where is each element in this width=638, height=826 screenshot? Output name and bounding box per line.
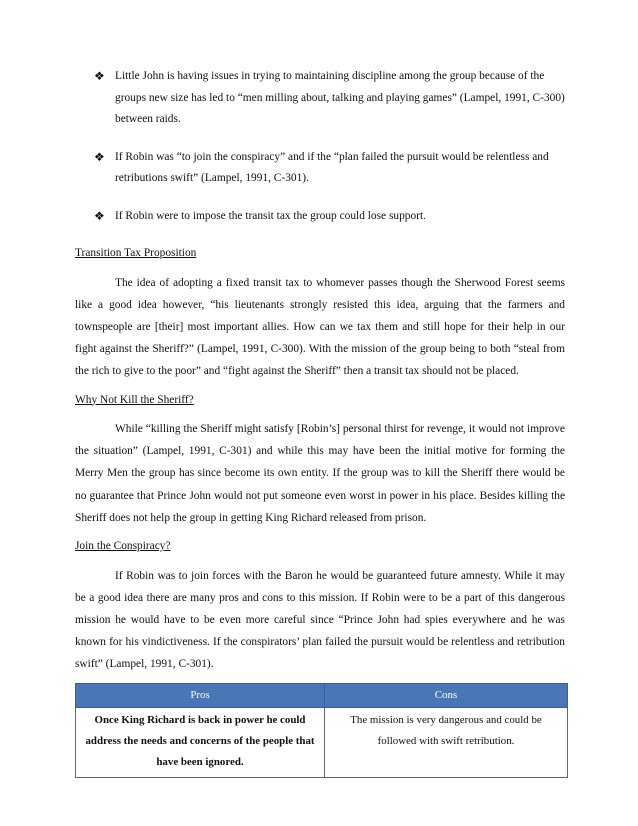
bullet-list [75,66,565,227]
pros-cell: Once King Richard is back in power he could address the needs and concerns of the people that have been ignored. [76,707,325,777]
pros-cons-table [75,683,568,778]
bullet-text: Little John is having issues in trying to maintaining discipline among the group because of the groups new size has led to “men milling about, talking and playing games” (Lampel, 1991, C-300) between raids. [115,70,565,125]
section-heading-conspiracy: Join the Conspiracy? [75,540,171,553]
table-row [76,707,568,777]
page-content [75,66,565,778]
bullet-text: If Robin was “to join the conspiracy” and if the “plan failed the pursuit would be relentless and retributions swift” (Lampel, 1991, C-301). [115,150,549,184]
diamond-bullet-icon: ❖ [94,69,105,83]
section-paragraph-conspiracy: If Robin was to join forces with the Baron he would be guaranteed future amnesty. While it may be a good idea there are many pros and cons to this mission. If Robin were to be a part of this dangerous mission he would have to be even more careful since “Prince John had spies everywhere and he was known for his vindictiveness. If the conspirators’ plan failed the pursuit would be relentless and retribution swift” (Lampel, 1991, C-301). [75,569,565,671]
section-heading-kill-sheriff: Why Not Kill the Sheriff? [75,393,194,406]
cons-header: Cons [325,683,568,707]
bullet-item [75,66,565,131]
section-paragraph-kill-sheriff: While “killing the Sheriff might satisfy [Robin’s] personal thirst for revenge, it would not improve the situation” (Lampel, 1991, C-301) and while this may have been the initial motive for forming the Merry Men the group has since become its own entity. If the group was to kill the Sheriff there would be no guarantee that Prince John would not put someone even worst in power in his place. Besides killing the Sheriff does not help the group in getting King Richard released from prison. [75,423,565,524]
section-paragraph-transition-tax: The idea of adopting a fixed transit tax to whomever passes though the Sherwood Forest seems like a good idea however, “his lieutenants strongly resisted this idea, arguing that the farmers and townspeople are [their] most important allies. How can we tax them and still hope for their help in our fight against the Sheriff?” (Lampel, 1991, C-300). With the mission of the group being to both “steal from the rich to give to the poor” and “fight against the Sheriff” then a transit tax should not be placed. [75,276,565,378]
pros-header: Pros [76,683,325,707]
bullet-item [75,206,565,228]
cons-cell: The mission is very dangerous and could be followed with swift retribution. [325,707,568,777]
bullet-text: If Robin were to impose the transit tax the group could lose support. [115,209,426,222]
diamond-bullet-icon: ❖ [94,149,105,164]
bullet-item [75,147,565,190]
section-heading-transition-tax: Transition Tax Proposition [75,247,197,259]
diamond-bullet-icon: ❖ [94,208,105,223]
table-header-row [76,683,568,707]
